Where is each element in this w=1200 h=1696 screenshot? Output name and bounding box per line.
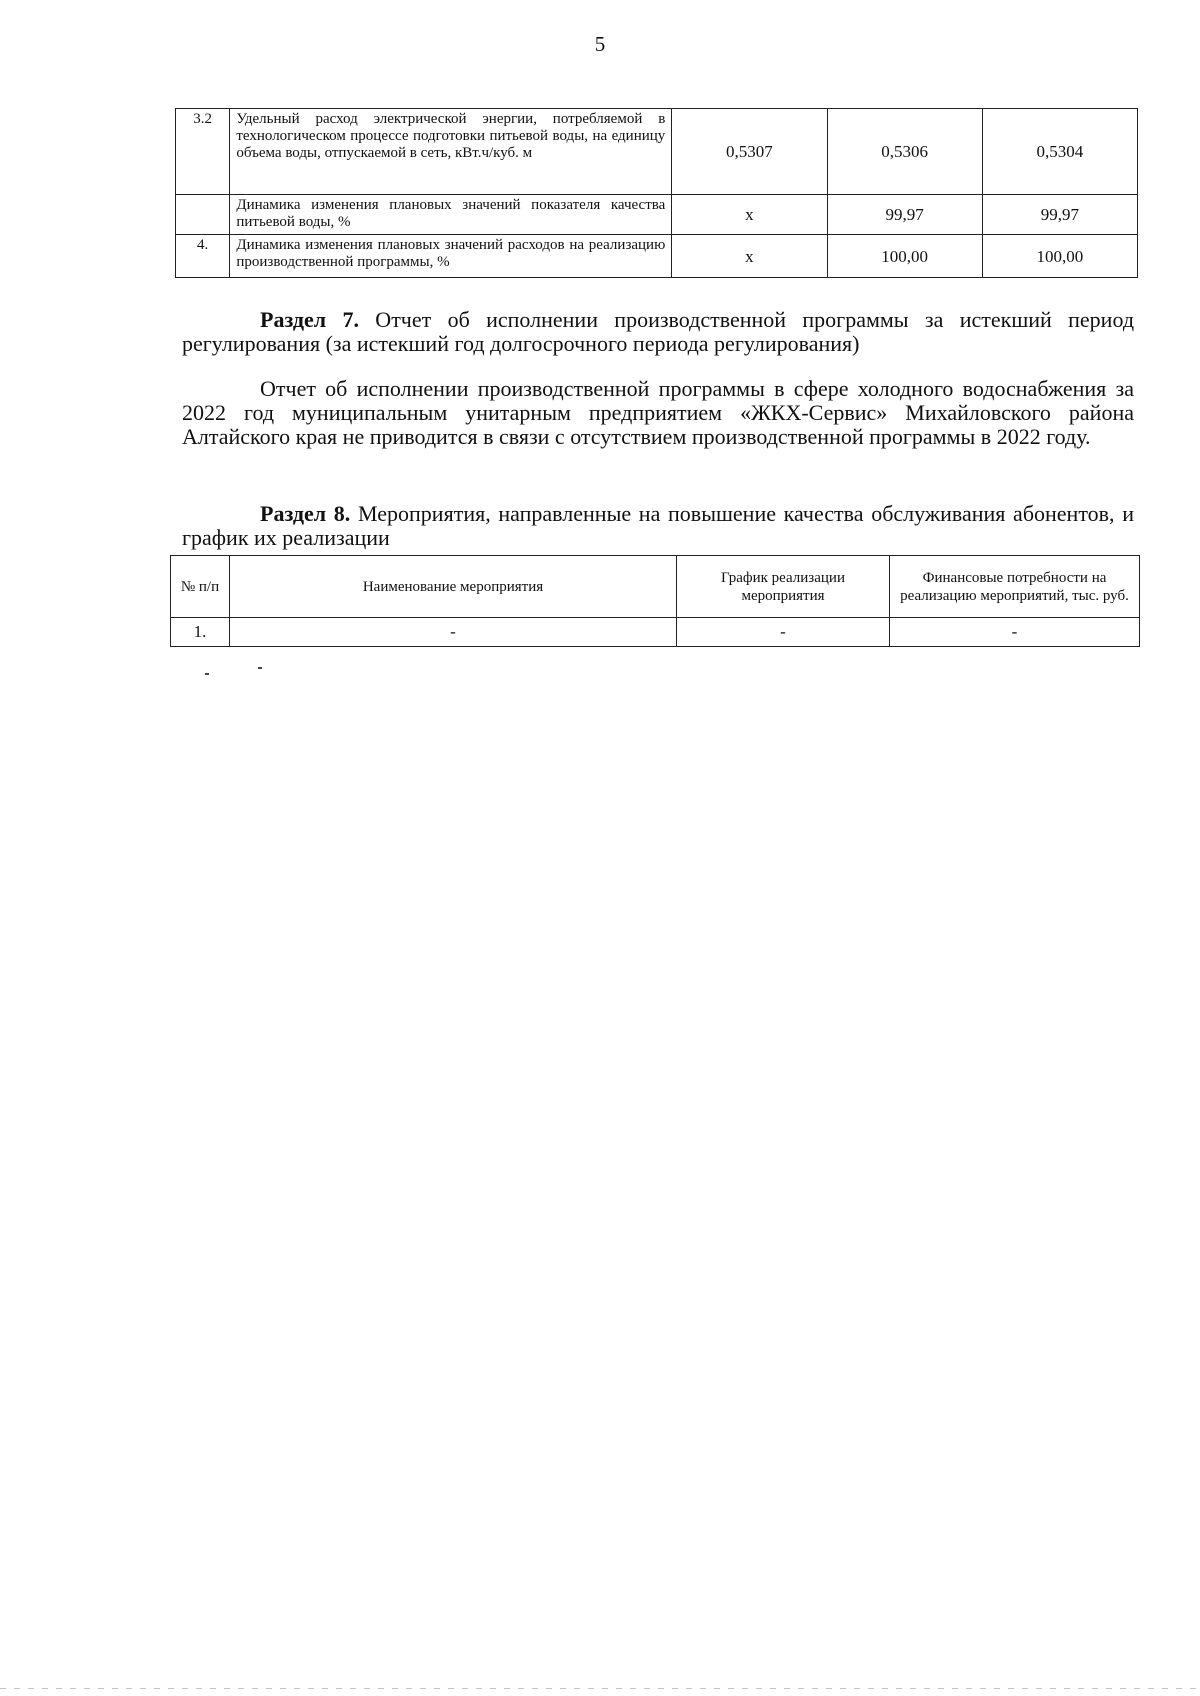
value-cell: 0,5304 xyxy=(982,109,1137,195)
row-number xyxy=(176,195,230,235)
row-number: 4. xyxy=(176,235,230,278)
section-7-heading xyxy=(182,308,1134,356)
value-cell: 0,5306 xyxy=(827,109,982,195)
indicators-table xyxy=(175,108,1138,278)
event-schedule: - xyxy=(677,618,890,647)
header-finance: Финансовые потребности на реализацию мероприятий, тыс. руб. xyxy=(890,556,1140,618)
value-cell: х xyxy=(672,235,827,278)
value-cell: х xyxy=(672,195,827,235)
scan-artifact xyxy=(205,673,209,675)
table-row xyxy=(176,109,1138,195)
section-7-body: Отчет об исполнении производственной программы в сфере холодного водоснабжения за 2022 год муниципальным унитарным предприятием «ЖКХ-Сервис» Михайловского района Алтайского края не приводится в связи с отсутствием производственной программы в 2022 году. xyxy=(182,376,1134,449)
section-7-title: Отчет об исполнении производственной программы за истекший период регулирования (за истекший год долгосрочного периода регулирования) xyxy=(182,307,1135,356)
events-table xyxy=(170,555,1140,647)
header-event-name: Наименование мероприятия xyxy=(230,556,677,618)
value-cell: 0,5307 xyxy=(672,109,827,195)
event-name: - xyxy=(230,618,677,647)
indicator-description: Динамика изменения плановых значений показателя качества питьевой воды, % xyxy=(230,195,672,235)
value-cell: 99,97 xyxy=(827,195,982,235)
value-cell: 100,00 xyxy=(982,235,1137,278)
indicator-description: Удельный расход электрической энергии, потребляемой в технологическом процессе подготовки питьевой воды, на единицу объема воды, отпускаемой в сеть, кВт.ч/куб. м xyxy=(230,109,672,195)
section-7-label: Раздел 7. xyxy=(260,307,359,332)
section-8-label: Раздел 8. xyxy=(260,501,351,526)
table-header-row xyxy=(171,556,1140,618)
section-8-heading xyxy=(182,502,1134,550)
scan-edge-line xyxy=(0,1688,1200,1689)
indicator-description: Динамика изменения плановых значений расходов на реализацию производственной программы, % xyxy=(230,235,672,278)
row-number: 1. xyxy=(171,618,230,647)
table-row xyxy=(171,618,1140,647)
header-number: № п/п xyxy=(171,556,230,618)
value-cell: 99,97 xyxy=(982,195,1137,235)
section-8-title: Мероприятия, направленные на повышение качества обслуживания абонентов, и график их реализации xyxy=(182,501,1134,550)
page-number: 5 xyxy=(594,32,606,56)
scan-artifact xyxy=(258,667,262,669)
event-finance: - xyxy=(890,618,1140,647)
row-number: 3.2 xyxy=(176,109,230,195)
header-schedule: График реализации мероприятия xyxy=(677,556,890,618)
value-cell: 100,00 xyxy=(827,235,982,278)
table-row xyxy=(176,235,1138,278)
table-row xyxy=(176,195,1138,235)
